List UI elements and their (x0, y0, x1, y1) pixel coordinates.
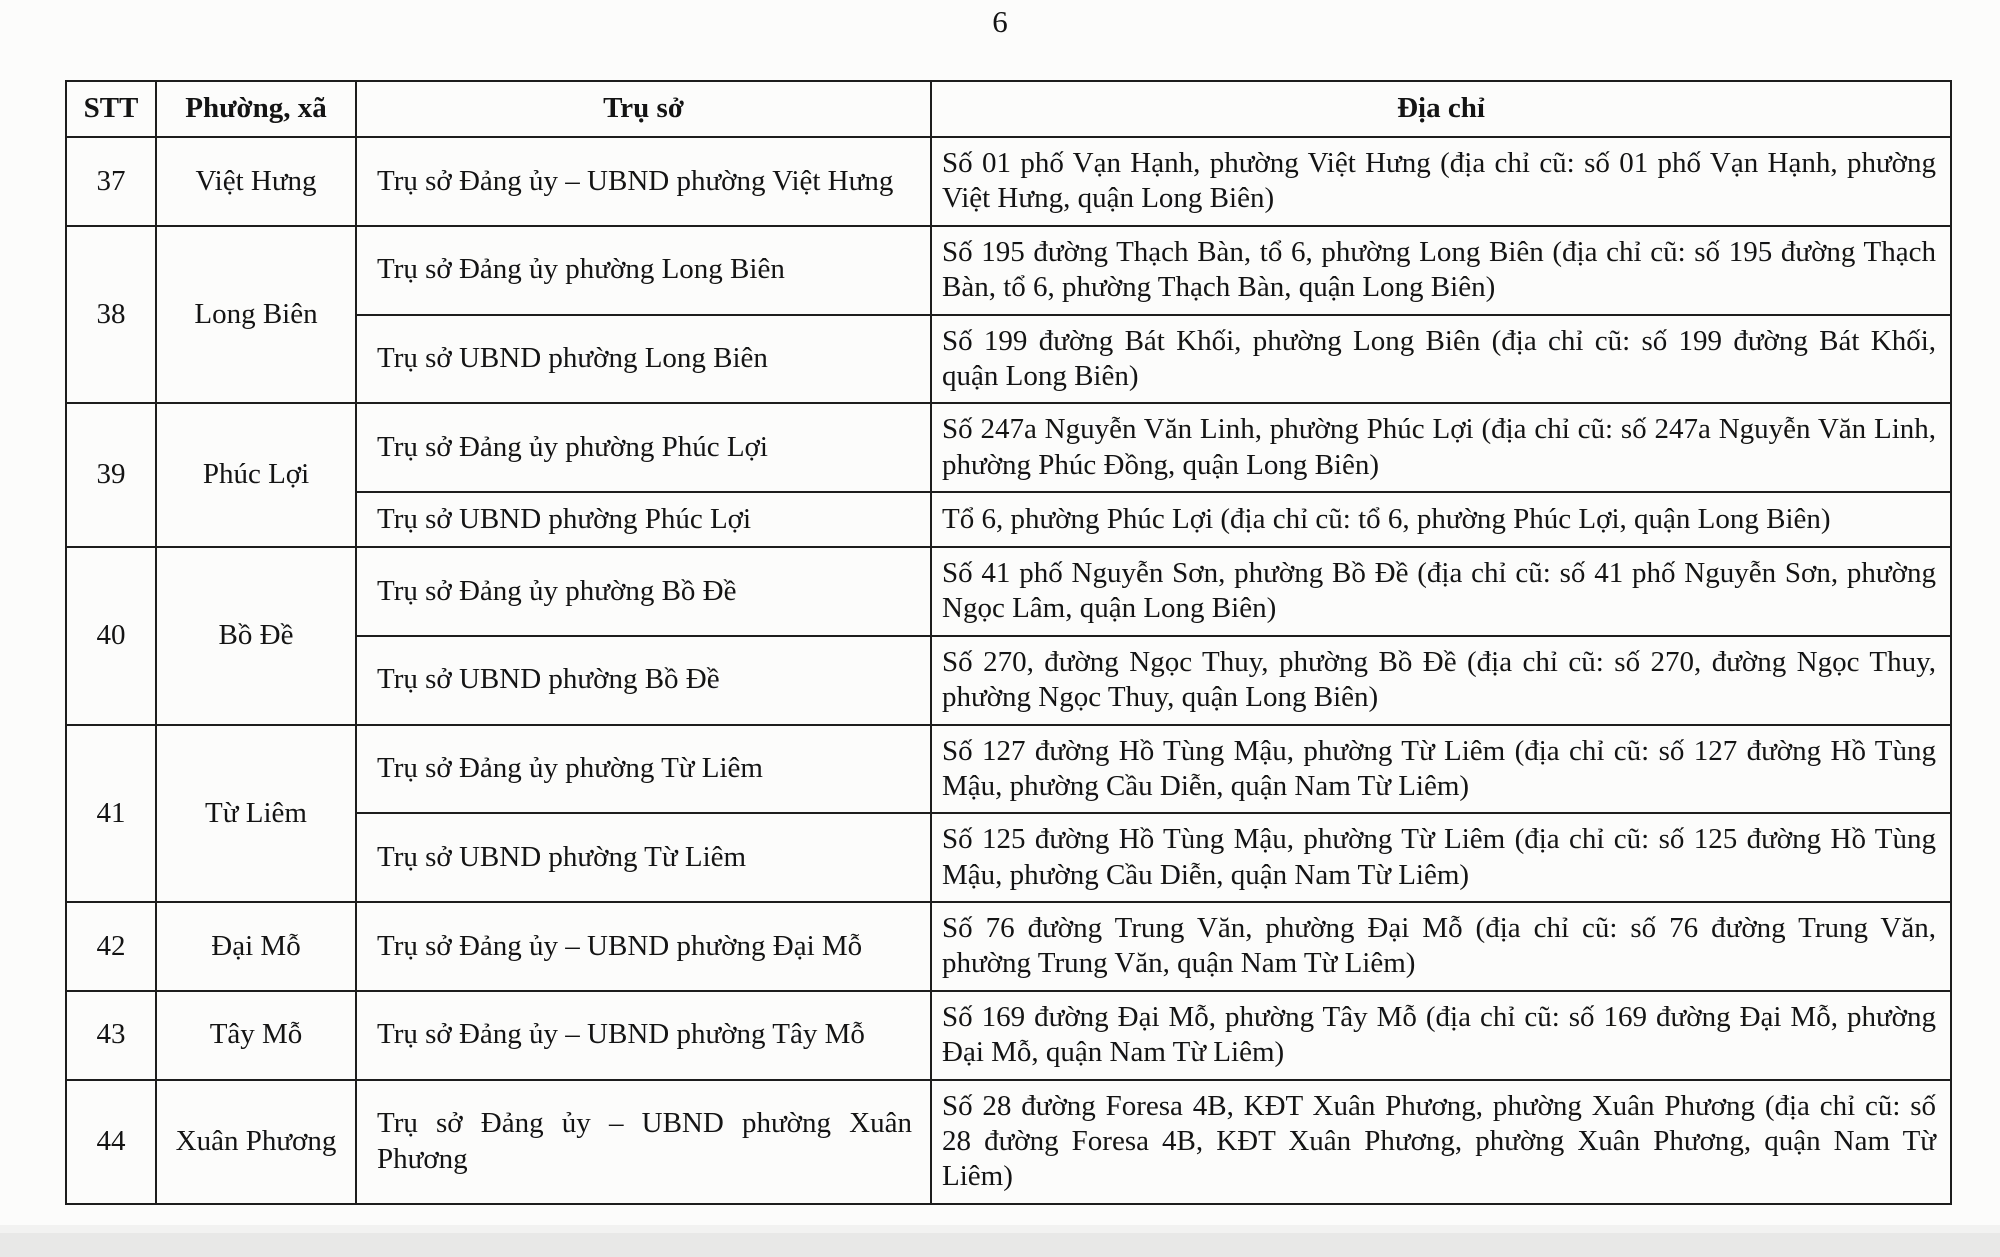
address-cell: Số 28 đường Foresa 4B, KĐT Xuân Phương, phường Xuân Phương (địa chỉ cũ: số 28 đường Foresa 4B, KĐT Xuân Phương, phường Xuân Phương, quận Nam Từ Liêm) (931, 1080, 1951, 1204)
office-cell: Trụ sở Đảng ủy – UBND phường Việt Hưng (356, 137, 931, 226)
table-body (66, 137, 1951, 1204)
ward-cell: Bồ Đề (156, 547, 356, 725)
address-cell: Số 41 phố Nguyễn Sơn, phường Bồ Đề (địa chỉ cũ: số 41 phố Nguyễn Sơn, phường Ngọc Lâm, quận Long Biên) (931, 547, 1951, 636)
office-cell: Trụ sở Đảng ủy – UBND phường Đại Mỗ (356, 902, 931, 991)
address-cell: Số 247a Nguyễn Văn Linh, phường Phúc Lợi (địa chỉ cũ: số 247a Nguyễn Văn Linh, phường Phúc Đồng, quận Long Biên) (931, 403, 1951, 492)
scan-artifact-strip-light (0, 1225, 2000, 1233)
office-address-table (65, 80, 1952, 1205)
table-row (66, 137, 1951, 226)
office-cell: Trụ sở UBND phường Long Biên (356, 315, 931, 404)
header-ward: Phường, xã (156, 81, 356, 137)
ward-cell: Việt Hưng (156, 137, 356, 226)
ward-cell: Long Biên (156, 226, 356, 404)
table-row (66, 403, 1951, 492)
stt-cell: 42 (66, 902, 156, 991)
header-stt: STT (66, 81, 156, 137)
table-row (66, 725, 1951, 814)
stt-cell: 41 (66, 725, 156, 903)
ward-cell: Phúc Lợi (156, 403, 356, 547)
stt-cell: 40 (66, 547, 156, 725)
ward-cell: Từ Liêm (156, 725, 356, 903)
table-row (66, 902, 1951, 991)
address-cell: Số 125 đường Hồ Tùng Mậu, phường Từ Liêm (địa chỉ cũ: số 125 đường Hồ Tùng Mậu, phường Cầu Diễn, quận Nam Từ Liêm) (931, 813, 1951, 902)
office-cell: Trụ sở Đảng ủy – UBND phường Xuân Phương (356, 1080, 931, 1204)
office-cell: Trụ sở UBND phường Bồ Đề (356, 636, 931, 725)
office-cell: Trụ sở Đảng ủy phường Phúc Lợi (356, 403, 931, 492)
address-cell: Số 270, đường Ngọc Thuy, phường Bồ Đề (địa chỉ cũ: số 270, đường Ngọc Thuy, phường Ngọc Thuy, quận Long Biên) (931, 636, 1951, 725)
address-cell: Số 76 đường Trung Văn, phường Đại Mỗ (địa chỉ cũ: số 76 đường Trung Văn, phường Trung Văn, quận Nam Từ Liêm) (931, 902, 1951, 991)
office-cell: Trụ sở UBND phường Từ Liêm (356, 813, 931, 902)
table-row (66, 226, 1951, 315)
stt-cell: 44 (66, 1080, 156, 1204)
office-cell: Trụ sở Đảng ủy phường Từ Liêm (356, 725, 931, 814)
office-cell: Trụ sở UBND phường Phúc Lợi (356, 492, 931, 547)
table-row (66, 991, 1951, 1080)
address-cell: Tổ 6, phường Phúc Lợi (địa chỉ cũ: tổ 6, phường Phúc Lợi, quận Long Biên) (931, 492, 1951, 547)
ward-cell: Đại Mỗ (156, 902, 356, 991)
address-cell: Số 195 đường Thạch Bàn, tổ 6, phường Long Biên (địa chỉ cũ: số 195 đường Thạch Bàn, tổ 6, phường Thạch Bàn, quận Long Biên) (931, 226, 1951, 315)
address-cell: Số 01 phố Vạn Hạnh, phường Việt Hưng (địa chỉ cũ: số 01 phố Vạn Hạnh, phường Việt Hưng, quận Long Biên) (931, 137, 1951, 226)
office-cell: Trụ sở Đảng ủy – UBND phường Tây Mỗ (356, 991, 931, 1080)
stt-cell: 39 (66, 403, 156, 547)
office-cell: Trụ sở Đảng ủy phường Long Biên (356, 226, 931, 315)
table-row (66, 547, 1951, 636)
address-cell: Số 169 đường Đại Mỗ, phường Tây Mỗ (địa chỉ cũ: số 169 đường Đại Mỗ, phường Đại Mỗ, quận Nam Từ Liêm) (931, 991, 1951, 1080)
page-number: 6 (992, 4, 1008, 39)
header-office: Trụ sở (356, 81, 931, 137)
address-cell: Số 199 đường Bát Khối, phường Long Biên (địa chỉ cũ: số 199 đường Bát Khối, quận Long Biên) (931, 315, 1951, 404)
header-address: Địa chỉ (931, 81, 1951, 137)
ward-cell: Xuân Phương (156, 1080, 356, 1204)
stt-cell: 38 (66, 226, 156, 404)
table-row (66, 1080, 1951, 1204)
header-row (66, 81, 1951, 137)
ward-cell: Tây Mỗ (156, 991, 356, 1080)
address-cell: Số 127 đường Hồ Tùng Mậu, phường Từ Liêm (địa chỉ cũ: số 127 đường Hồ Tùng Mậu, phường Cầu Diễn, quận Nam Từ Liêm) (931, 725, 1951, 814)
stt-cell: 43 (66, 991, 156, 1080)
office-cell: Trụ sở Đảng ủy phường Bồ Đề (356, 547, 931, 636)
stt-cell: 37 (66, 137, 156, 226)
scan-artifact-strip (0, 1233, 2000, 1257)
